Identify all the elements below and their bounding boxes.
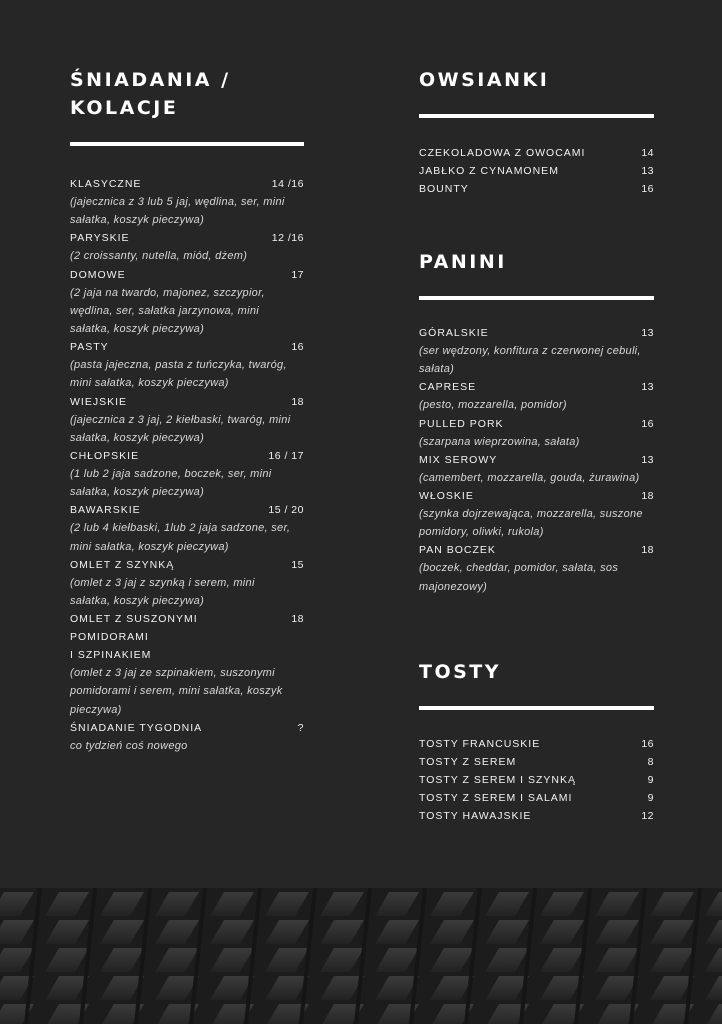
section-divider xyxy=(70,142,304,146)
item-description: (2 jaja na twardo, majonez, szczypior, wędlina, ser, sałatka jarzynowa, mini sałatka, koszyk pieczywa) xyxy=(70,286,265,336)
menu-item xyxy=(70,338,304,392)
item-price: 13 xyxy=(641,381,654,394)
menu-item xyxy=(419,180,654,198)
item-description: co tydzień coś nowego xyxy=(70,739,188,752)
tosty-section xyxy=(419,658,654,825)
item-price: 8 xyxy=(647,756,654,768)
item-description: (boczek, cheddar, pomidor, sałata, sos majonezowy) xyxy=(419,562,619,593)
right-column xyxy=(419,66,654,846)
item-price: 9 xyxy=(647,774,654,786)
item-name: TOSTY HAWAJSKIE xyxy=(419,810,532,822)
menu-item xyxy=(419,771,654,789)
menu-item xyxy=(70,447,304,501)
owsianki-section xyxy=(419,66,654,198)
menu-items-list xyxy=(419,324,654,596)
menu-item xyxy=(419,789,654,807)
item-name: CAPRESE xyxy=(419,381,477,394)
item-name: TOSTY Z SEREM xyxy=(419,756,517,768)
item-name: ŚNIADANIE TYGODNIA xyxy=(70,721,203,734)
section-divider xyxy=(419,296,654,300)
item-name: WIEJSKIE xyxy=(70,395,128,408)
item-name: DOMOWE xyxy=(70,268,126,281)
section-divider xyxy=(419,114,654,118)
breakfast-section xyxy=(70,66,304,755)
item-name: TOSTY Z SEREM I SALAMI xyxy=(419,792,573,804)
item-description: (1 lub 2 jaja sadzone, boczek, ser, mini sałatka, koszyk pieczywa) xyxy=(70,468,272,499)
section-title: PANINI xyxy=(419,251,507,273)
item-name: CHŁOPSKIE xyxy=(70,450,140,463)
menu-items-list xyxy=(70,175,304,755)
building-pattern xyxy=(0,888,722,1024)
item-name: WŁOSKIE xyxy=(419,490,474,503)
menu-item xyxy=(70,719,304,755)
menu-item xyxy=(419,735,654,753)
item-price: 16 / 17 xyxy=(268,450,304,463)
item-name: GÓRALSKIE xyxy=(419,327,489,339)
section-title: TOSTY xyxy=(419,661,502,683)
item-name: JABŁKO Z CYNAMONEM xyxy=(419,165,559,177)
item-description: (2 croissanty, nutella, miód, dżem) xyxy=(70,250,248,263)
item-price: 14 xyxy=(641,147,654,159)
panini-section xyxy=(419,248,654,596)
decorative-building-photo xyxy=(0,888,722,1024)
item-name-continued: I SZPINAKIEM xyxy=(70,649,152,662)
item-name: BOUNTY xyxy=(419,183,469,195)
item-description: (ser wędzony, konfitura z czerwonej cebuli, sałata) xyxy=(419,345,641,376)
item-name: TOSTY Z SEREM I SZYNKĄ xyxy=(419,774,576,786)
menu-item xyxy=(419,753,654,771)
item-description: (pasta jajeczna, pasta z tuńczyka, twaróg, mini sałatka, koszyk pieczywa) xyxy=(70,359,287,390)
item-price: 14 /16 xyxy=(271,178,304,190)
title-line-2: KOLACJE xyxy=(70,97,179,119)
item-description: (camembert, mozzarella, gouda, żurawina) xyxy=(419,471,640,484)
item-description: (jajecznica z 3 lub 5 jaj, wędlina, ser, mini sałatka, koszyk pieczywa) xyxy=(70,196,285,227)
menu-items-list xyxy=(419,144,654,198)
item-price: 12 /16 xyxy=(271,232,304,245)
item-description: (szarpana wieprzowina, sałata) xyxy=(419,435,580,448)
menu-items-list xyxy=(419,735,654,825)
menu-item xyxy=(70,610,304,719)
item-price: 15 / 20 xyxy=(268,504,304,517)
title-line-1: ŚNIADANIA / xyxy=(70,69,231,91)
menu-item xyxy=(70,266,304,339)
item-price: 13 xyxy=(641,453,654,466)
item-price: 16 xyxy=(641,183,654,195)
item-description: (jajecznica z 3 jaj, 2 kiełbaski, twaróg, mini sałatka, koszyk pieczywa) xyxy=(70,413,291,444)
item-name: OMLET Z SZYNKĄ xyxy=(70,558,175,571)
item-name: PAN BOCZEK xyxy=(419,544,496,557)
item-name: KLASYCZNE xyxy=(70,178,142,190)
item-description: (pesto, mozzarella, pomidor) xyxy=(419,399,567,412)
menu-item xyxy=(70,556,304,610)
item-name: PASTY xyxy=(70,341,109,354)
menu-item xyxy=(70,229,304,265)
section-title: OWSIANKI xyxy=(419,69,550,91)
item-name: BAWARSKIE xyxy=(70,504,141,517)
item-price: 18 xyxy=(641,490,654,503)
menu-item xyxy=(419,541,654,595)
menu-item xyxy=(70,175,304,229)
item-name: MIX SEROWY xyxy=(419,453,498,466)
item-price: 18 xyxy=(291,613,304,626)
menu-item xyxy=(70,501,304,555)
item-description: (2 lub 4 kiełbaski, 1lub 2 jaja sadzone, ser, mini sałatka, koszyk pieczywa) xyxy=(70,522,291,553)
menu-item xyxy=(419,807,654,825)
item-description: (omlet z 3 jaj z szynką i serem, mini sałatka, koszyk pieczywa) xyxy=(70,576,255,608)
menu-item xyxy=(419,415,654,451)
section-title xyxy=(70,66,304,122)
item-price: 16 xyxy=(641,417,654,430)
item-name: PULLED PORK xyxy=(419,417,504,430)
menu-item xyxy=(419,144,654,162)
menu-item xyxy=(419,378,654,414)
item-name: TOSTY FRANCUSKIE xyxy=(419,738,541,750)
item-price: 18 xyxy=(291,395,304,408)
item-price: 13 xyxy=(641,327,654,339)
item-price: 16 xyxy=(641,738,654,750)
menu-item xyxy=(419,324,654,378)
item-price: 13 xyxy=(641,165,654,177)
section-divider xyxy=(419,706,654,710)
item-name: CZEKOLADOWA Z OWOCAMI xyxy=(419,147,586,159)
item-price: 9 xyxy=(647,792,654,804)
item-description: (omlet z 3 jaj ze szpinakiem, suszonymi pomidorami i serem, mini sałatka, koszyk pieczywa) xyxy=(70,667,283,716)
item-price: 17 xyxy=(291,268,304,281)
item-price: 12 xyxy=(641,810,654,822)
item-price: ? xyxy=(297,721,304,734)
menu-item xyxy=(419,162,654,180)
menu-item xyxy=(419,451,654,487)
item-name: PARYSKIE xyxy=(70,232,130,245)
item-name: OMLET Z SUSZONYMI POMIDORAMI xyxy=(70,613,198,644)
item-price: 18 xyxy=(641,544,654,557)
item-price: 15 xyxy=(291,558,304,571)
menu-item xyxy=(70,393,304,447)
menu-item xyxy=(419,487,654,541)
item-price: 16 xyxy=(291,341,304,354)
item-description: (szynka dojrzewająca, mozzarella, suszone pomidory, oliwki, rukola) xyxy=(419,508,643,539)
